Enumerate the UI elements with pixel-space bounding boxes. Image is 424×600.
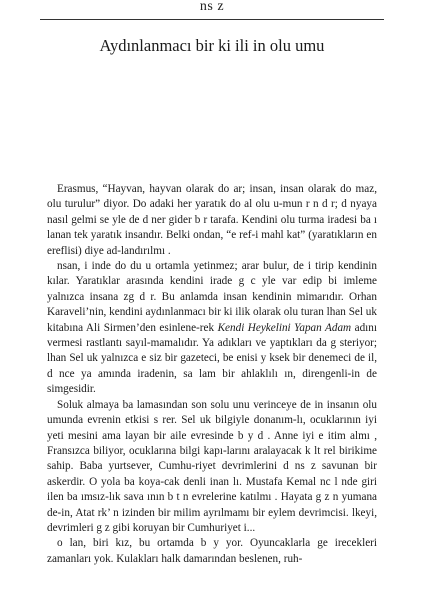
- body-text: [47, 182, 377, 567]
- running-head: ns z: [199, 0, 225, 14]
- paragraph-3: Soluk almaya ba lamasından son solu unu verinceye de in insanın olu umunda evrenin etkisi s rer. Sel uk bilgiyle donanım-lı, ocuklarının iyi yeti mesini ama layan bir aile evresinde b y d . Anne iyi e itim almı , Fransızca biliyor, ocuklarına bilgi kapı-larını aralayacak k lt rel birikime sahip. Baba yurtsever, Cumhu-riyet devrimlerini d ns z savunan bir askerdir. O yola ba koya-cak denli inan lı. Mustafa Kemal nc l nde giri ilen ba ımsız-lık sava ının b t n evrelerine katılmı . Hayata g z n yumana de-in, Atat rk’ n izinden bir milim ayrılmamı bir eylem devrimcisi. lkeyi, devrimleri g z gibi koruyan bir Cumhuriyet i...: [47, 398, 377, 534]
- header-rule: [40, 19, 384, 20]
- paragraph-2-text-after: adını vermesi rastlantı sayıl-mamalıdır. Ya adıkları ve yaptıkları da g steriyor; lhan Sel uk yalnızca e siz bir gazeteci, be enisi y ksek bir denemeci de il, d nce ya amında iradenin, sa lam bir ahlaklılı ın, direngenli-in de simgesidir.: [47, 321, 377, 396]
- paragraph-4: o lan, biri kız, bu ortamda b y yor. Oyuncaklarla ge irecekleri zamanları yok. Kulakları halk damarından beslenen, ruh-: [47, 537, 377, 565]
- book-title-italic: Kendi Heykelini Yapan Adam: [217, 321, 352, 334]
- chapter-title: Aydınlanmacı bir ki ili in olu umu: [99, 36, 325, 55]
- paragraph-2: [47, 259, 377, 398]
- paragraph-2-text: nsan, i inde do du u ortamla yetinmez; arar bulur, de i tirip kendinin kılar. Yaratıklar arasında kendini irade g c yle var edip bi imleme yalnızca insana zg d r. Bu anlamda insan kendinin mimarıdır. Orhan Karaveli’nin, kendini aydınlanmacı bir ki ilik olarak olu turan lhan Sel uk kitabına Ali Sirmen’den esinlene-rek: [47, 260, 377, 334]
- paragraph-1: Erasmus, “Hayvan, hayvan olarak do ar; insan, insan olarak do maz, olu turulur” diyor. Do adaki her yaratık do al olu u-mun r n d r; d nyaya nasıl gelmi se yle de d ner gider b r tarafa. Kendini olu turma iradesi ba ı lanan tek yaratık insandır. Belki ondan, “e ref-i mahl kat” (yaratıkların en ereflisi) diye ad-landırılmı .: [47, 183, 377, 257]
